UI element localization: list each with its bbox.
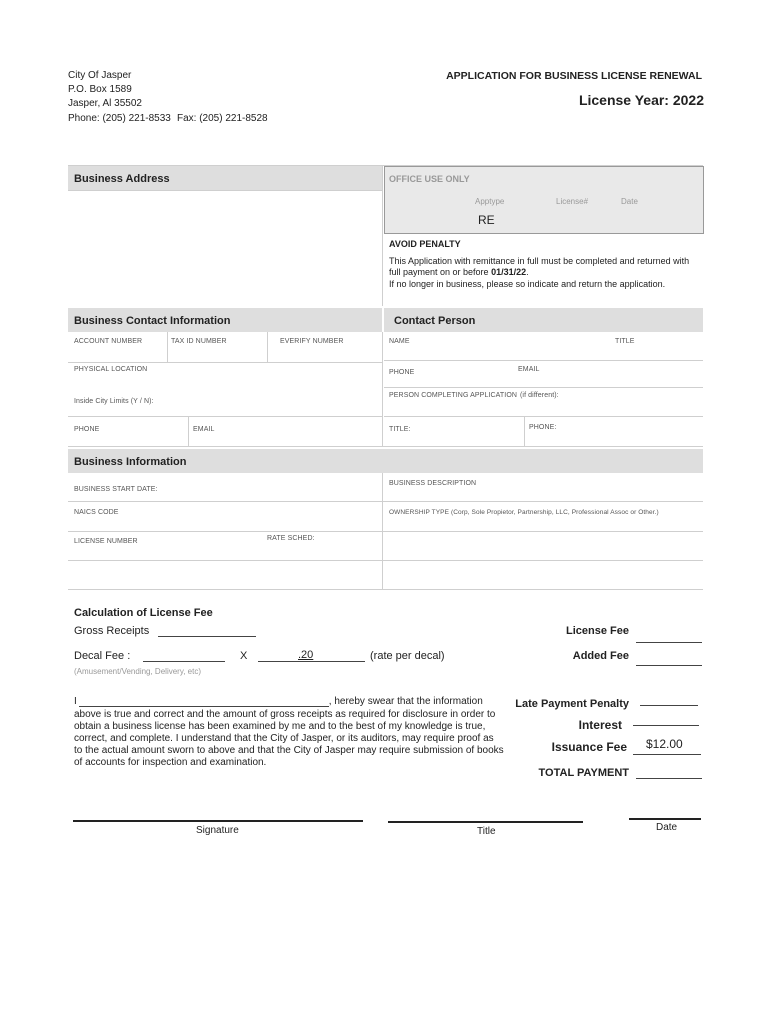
org-fax: Fax: (205) 221-8528 [177,113,268,124]
oath-line1 [74,695,483,707]
total-payment-input[interactable] [636,765,702,779]
signature-label: Signature [196,825,239,836]
org-name: City Of Jasper [68,70,132,81]
avoid-penalty-line2 [389,267,529,277]
oath-name-input[interactable] [79,695,329,707]
row-divider [68,589,703,590]
oath-line1-suffix: , hereby swear that the information [328,696,483,707]
row-divider [68,446,703,447]
po-box: P.O. Box 1589 [68,84,132,95]
contact-info-label: Business Contact Information [74,315,231,327]
decal-fee-label: Decal Fee : [74,650,131,662]
avoid-penalty-line1: This Application with remittance in full must be completed and returned with [389,256,690,266]
rate-per-decal-label: (rate per decal) [370,650,445,662]
row-divider [384,387,703,388]
calculation-title: Calculation of License Fee [74,607,213,619]
row-divider [68,560,703,561]
everify-field[interactable]: EVERIFY NUMBER [280,338,344,345]
row-divider [384,360,703,361]
person-completing-field[interactable]: PERSON COMPLETING APPLICATION [389,392,518,399]
business-description-field[interactable]: BUSINESS DESCRIPTION [389,480,477,487]
apptype-value: RE [478,213,495,227]
if-different-label: (if different): [520,392,559,399]
business-address-label: Business Address [74,173,170,185]
physical-location-field[interactable]: PHYSICAL LOCATION [74,366,148,373]
added-fee-input[interactable] [636,652,702,666]
oath-line5: to the actual amount sworn to above and that the City of Jasper may require submission of books [74,745,504,756]
oath-prefix: I [74,696,77,707]
ownership-type-field[interactable]: OWNERSHIP TYPE (Corp, Sole Propietor, Partnership, LLC, Professional Assoc or Other.) [389,509,659,516]
city-state-zip: Jasper, Al 35502 [68,98,142,109]
avoid-penalty-line3: If no longer in business, please so indicate and return the application. [389,279,666,289]
person-phone-field[interactable]: PHONE [389,369,415,376]
contact-name-field[interactable]: NAME [389,338,410,345]
title-line[interactable] [388,821,583,823]
oath-line2: above is true and correct and the amount of gross receipts as required for disclosure in order to [74,709,496,720]
contact-col-divider [382,332,383,446]
phone-email-divider [188,416,189,446]
business-info-label: Business Information [74,456,187,468]
multiply-sign: X [240,650,248,662]
date-label: Date [656,822,678,833]
contact-email-field[interactable]: EMAIL [193,426,215,433]
signature-line[interactable] [73,820,363,822]
interest-input[interactable] [633,712,699,726]
title-label: Title [477,826,496,837]
tax-everify-divider [267,332,268,362]
license-fee-input[interactable] [636,628,702,643]
decal-rate-value: .20 [298,649,314,661]
oath-line3: obtain a business license has been examined by me and to the best of my knowledge is true, [74,721,486,732]
row-divider [68,362,382,363]
business-address-field[interactable] [382,166,383,306]
oath-line4: correct, and complete. I understand that the City of Jasper, or its auditors, may require proof as [74,733,494,744]
decal-examples: (Amusement/Vending, Delivery, etc) [74,667,202,676]
avoid-penalty-line2-suffix: . [526,267,529,277]
late-penalty-input[interactable] [640,692,698,706]
row-divider [384,416,703,417]
org-phone: Phone: (205) 221-8533 [68,113,171,124]
gross-receipts-label: Gross Receipts [74,625,150,637]
title-phone-divider [524,416,525,446]
decal-count-input[interactable] [143,648,225,662]
tax-id-field[interactable]: TAX ID NUMBER [171,338,227,345]
account-number-field[interactable]: ACCOUNT NUMBER [74,338,143,345]
account-tax-divider [167,332,168,362]
license-fee-label: License Fee [566,625,629,637]
form-title: APPLICATION FOR BUSINESS LICENSE RENEWAL [446,70,702,82]
office-use-title: OFFICE USE ONLY [389,174,470,184]
rate-sched-field[interactable]: RATE SCHED: [267,535,315,542]
start-date-field[interactable]: BUSINESS START DATE: [74,486,158,493]
interest-label: Interest [578,718,622,732]
issuance-fee-value: $12.00 [646,737,683,751]
gross-receipts-input[interactable] [158,623,256,637]
naics-code-field[interactable]: NAICS CODE [74,509,119,516]
total-payment-label: TOTAL PAYMENT [538,767,629,779]
due-date: 01/31/22 [491,267,527,277]
business-address-divider [68,190,382,191]
office-date-label: Date [621,197,638,206]
license-num-label: License# [556,197,589,206]
apptype-label: Apptype [475,197,505,206]
completing-phone-field[interactable]: PHONE: [529,424,557,431]
added-fee-label: Added Fee [572,650,629,662]
contact-person-label: Contact Person [394,315,476,327]
license-number-field[interactable]: LICENSE NUMBER [74,538,138,545]
contact-phone-field[interactable]: PHONE [74,426,100,433]
oath-line6: of accounts for inspection and examination. [74,757,267,768]
late-penalty-label: Late Payment Penalty [515,698,629,710]
contact-title-field[interactable]: TITLE [615,338,635,345]
avoid-penalty-title: AVOID PENALTY [389,239,461,249]
date-line[interactable] [629,818,701,820]
issuance-fee-label: Issuance Fee [551,740,627,754]
row-divider [68,501,703,502]
person-email-field[interactable]: EMAIL [518,366,540,373]
row-divider [68,416,382,417]
completing-title-field[interactable]: TITLE: [389,426,411,433]
inside-city-limits-field[interactable]: Inside City Limits (Y / N): [74,398,154,405]
row-divider [68,531,703,532]
avoid-penalty-line2-prefix: full payment on or before [389,267,492,277]
license-year: License Year: 2022 [578,92,704,108]
